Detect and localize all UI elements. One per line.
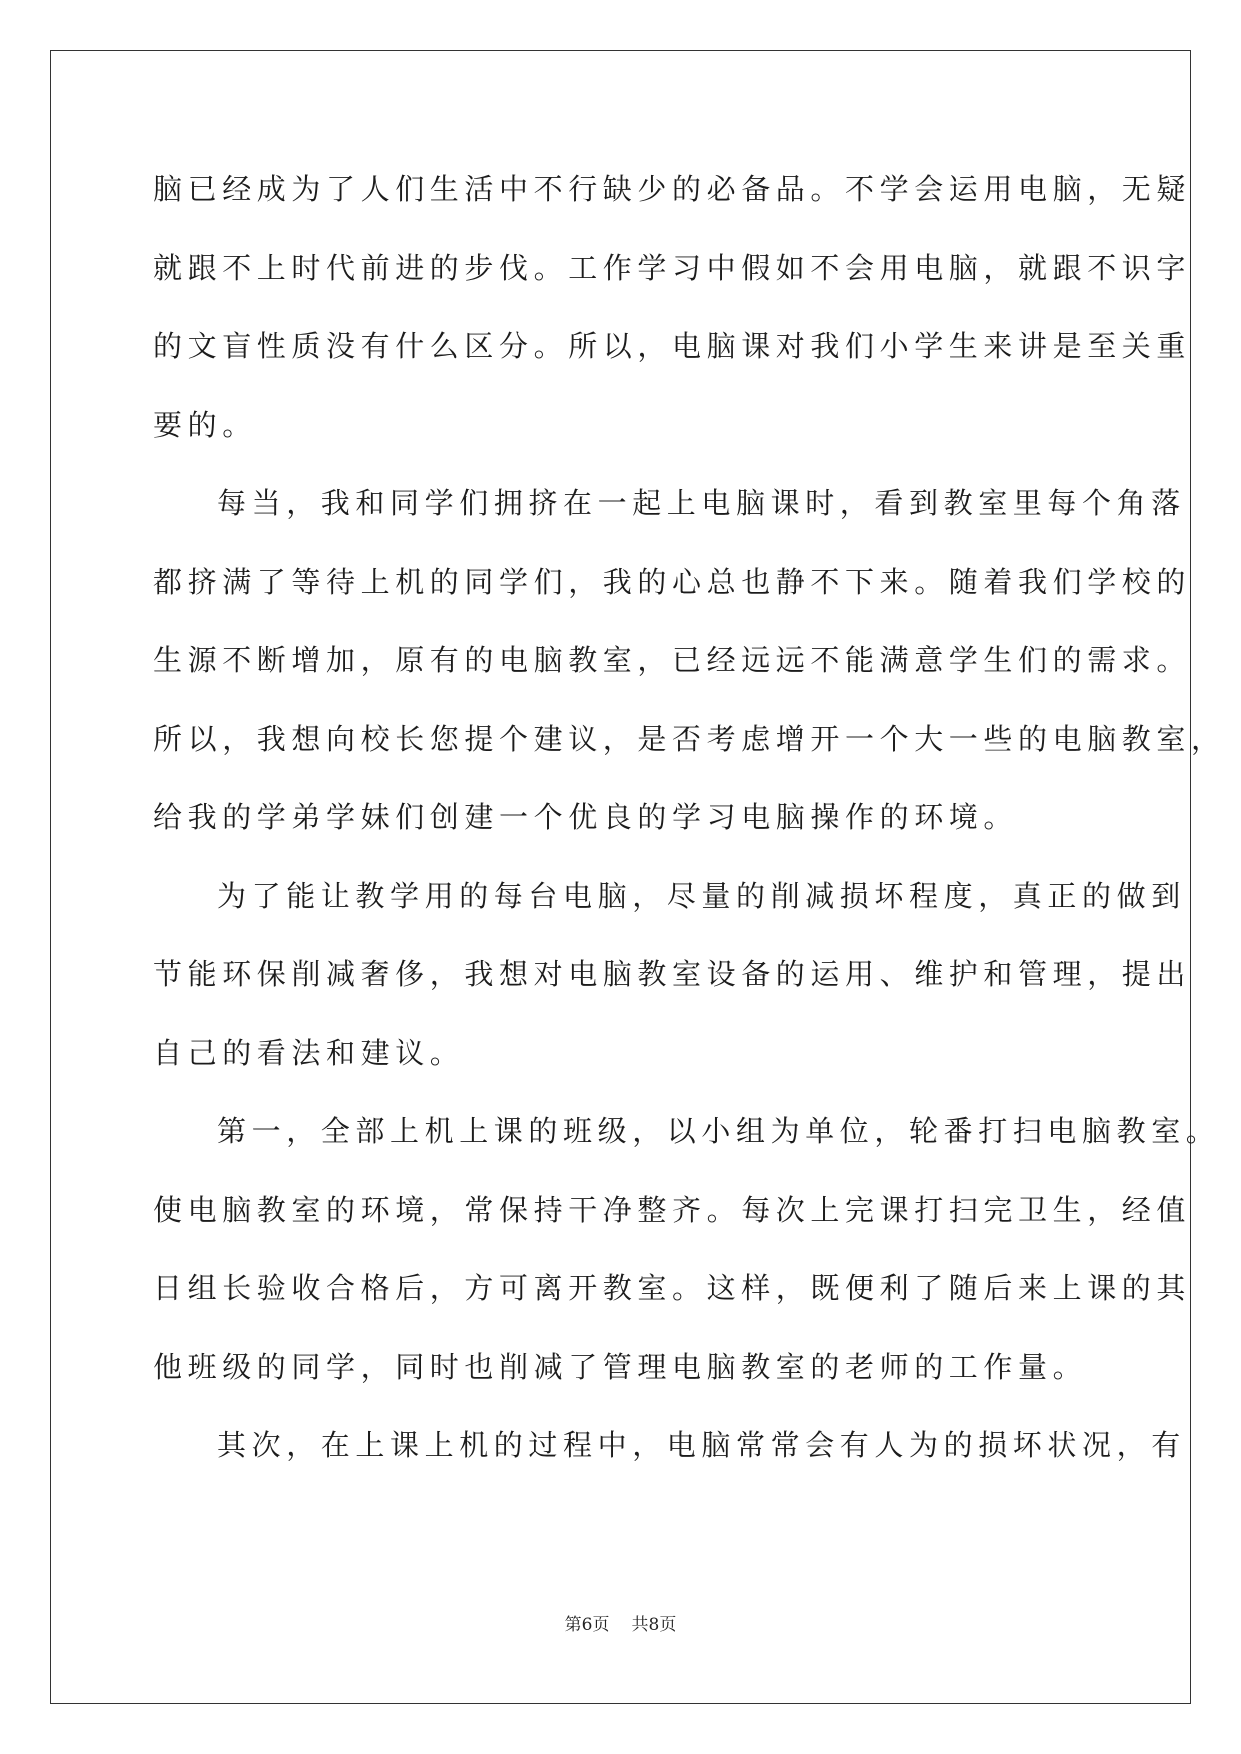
- text-line: 所以，我想向校长您提个建议，是否考虑增开一个大一些的电脑教室，: [153, 721, 1226, 756]
- text-line: 的文盲性质没有什么区分。所以，电脑课对我们小学生来讲是至关重: [153, 329, 1192, 363]
- text-line: 他班级的同学，同时也削减了管理电脑教室的老师的工作量。: [153, 1349, 1088, 1384]
- text-line: 使电脑教室的环境，常保持干净整齐。每次上完课打扫完卫生，经值: [153, 1192, 1192, 1227]
- page-total: 共8页: [631, 1615, 677, 1635]
- page-footer: [0, 1610, 1241, 1635]
- text-line: 每当，我和同学们拥挤在一起上电脑课时，看到教室里每个角落: [217, 486, 1186, 520]
- text-line: 为了能让教学用的每台电脑，尽量的削减损坏程度，真正的做到: [217, 878, 1186, 913]
- text-line: 要的。: [153, 407, 257, 442]
- text-line: 其次，在上课上机的过程中，电脑常常会有人为的损坏状况，有: [217, 1428, 1186, 1462]
- text-line: 节能环保削减奢侈，我想对电脑教室设备的运用、维护和管理，提出: [153, 957, 1192, 991]
- document-body: [153, 150, 1226, 1485]
- page-number: 第6页: [564, 1615, 610, 1635]
- text-line: 第一，全部上机上课的班级，以小组为单位，轮番打扫电脑教室。: [217, 1114, 1221, 1148]
- text-line: 给我的学弟学妹们创建一个优良的学习电脑操作的环境。: [153, 800, 1019, 834]
- text-line: 都挤满了等待上机的同学们，我的心总也静不下来。随着我们学校的: [153, 564, 1192, 599]
- text-line: 就跟不上时代前进的步伐。工作学习中假如不会用电脑，就跟不识字: [153, 250, 1192, 285]
- text-line: 脑已经成为了人们生活中不行缺少的必备品。不学会运用电脑，无疑: [153, 172, 1192, 206]
- text-line: 自己的看法和建议。: [153, 1035, 465, 1070]
- text-line: 生源不断增加，原有的电脑教室，已经远远不能满意学生们的需求。: [153, 643, 1192, 677]
- text-line: 日组长验收合格后，方可离开教室。这样，既便利了随后来上课的其: [153, 1271, 1192, 1305]
